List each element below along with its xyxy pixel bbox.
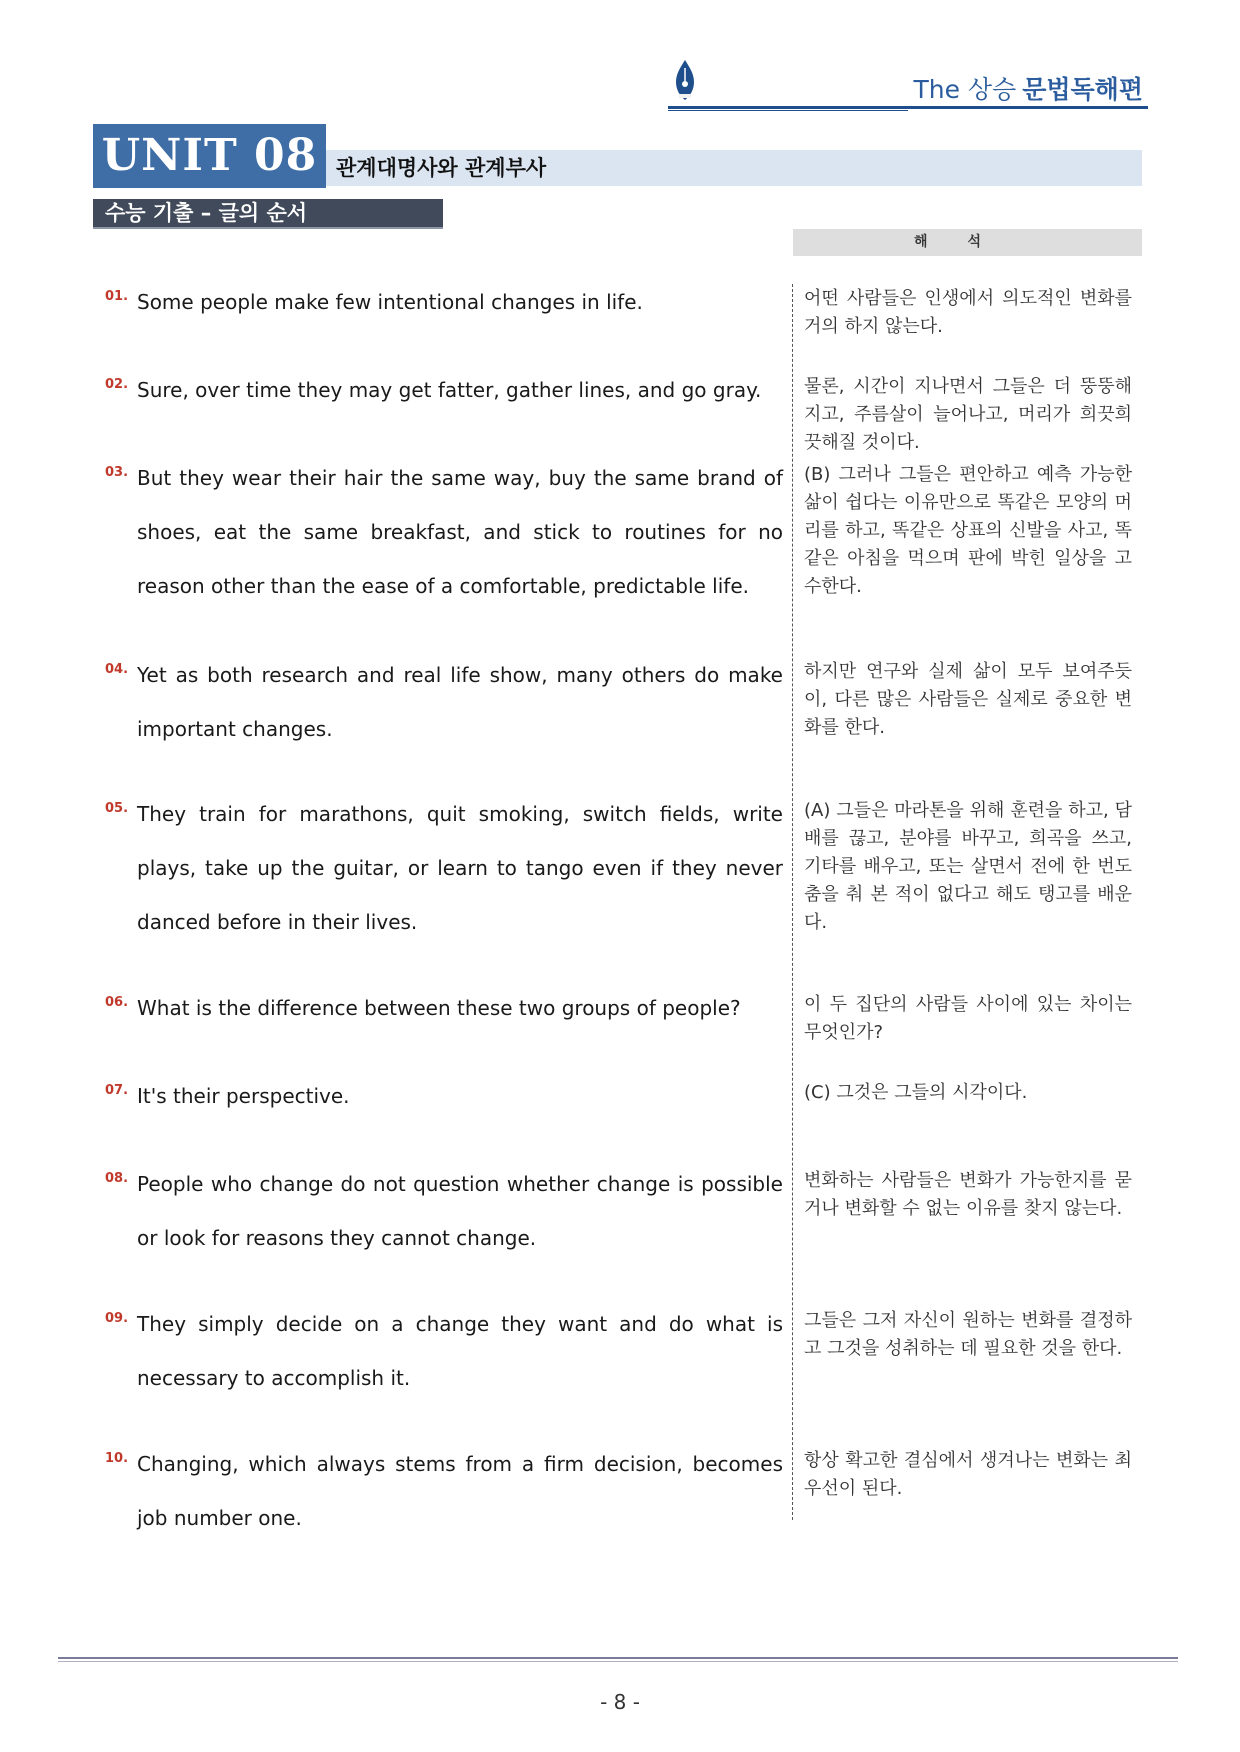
english-sentence: Changing, which always stems from a firm decision, becomes job number one. [137,1452,783,1530]
column-divider [792,284,793,1520]
english-sentence: Sure, over time they may get fatter, gather lines, and go gray. [137,378,762,402]
header-rule-thin [668,110,908,111]
english-sentence: It's their perspective. [137,1084,350,1108]
english-sentence: Some people make few intentional changes in life. [137,290,643,314]
sentence-number: 04. [105,662,129,677]
sentence-number: 06. [105,995,129,1010]
sentence-number: 08. [105,1171,129,1186]
sentence-number: 09. [105,1311,129,1326]
footer-rule-thin [58,1661,1178,1662]
section-heading: 수능 기출 – 글의 순서 [93,199,443,227]
sentence-number: 01. [105,289,129,304]
fountain-pen-nib-icon [670,58,700,104]
sentence-number: 02. [105,377,129,392]
korean-translation: 어떤 사람들은 인생에서 의도적인 변화를 거의 하지 않는다. [804,288,1132,337]
korean-translation: 항상 확고한 결심에서 생겨나는 변화는 최우선이 된다. [804,1450,1132,1499]
english-sentence: What is the difference between these two groups of people? [137,996,741,1020]
korean-translation: 물론, 시간이 지나면서 그들은 더 뚱뚱해지고, 주름살이 늘어나고, 머리가 희끗희끗해질 것이다. [804,376,1132,453]
unit-label: UNIT 08 [93,124,326,188]
english-sentence: Yet as both research and real life show, many others do make important changes. [137,663,783,741]
korean-translation: 그들은 그저 자신이 원하는 변화를 결정하고 그것을 성취하는 데 필요한 것을 한다. [804,1310,1132,1359]
footer-rule [58,1657,1178,1659]
english-sentence: But they wear their hair the same way, buy the same brand of shoes, eat the same breakfast, and stick to routines for no reason other than the ease of a comfortable, predictable life. [137,466,783,598]
korean-translation: (C) 그것은 그들의 시각이다. [804,1082,1028,1103]
korean-translation: (B) 그러나 그들은 편안하고 예측 가능한 삶이 쉽다는 이유만으로 똑같은 모양의 머리를 하고, 똑같은 상표의 신발을 사고, 똑같은 아침을 먹으며 판에 박힌 일상을 고수한다. [804,464,1132,597]
book-title-prefix: The 상승 [913,75,1017,104]
book-title [913,70,1143,106]
book-title-bold: 문법독해편 [1022,75,1143,104]
english-sentence: They simply decide on a change they want and do what is necessary to accomplish it. [137,1312,783,1390]
translation-column-header: 해석 [793,229,1142,256]
section-underline [93,227,443,229]
english-sentence: People who change do not question whether change is possible or look for reasons they cannot change. [137,1172,783,1250]
sentence-number: 03. [105,465,129,480]
english-sentence: They train for marathons, quit smoking, switch fields, write plays, take up the guitar, or learn to tango even if they never danced before in their lives. [137,802,783,934]
sentence-number: 10. [105,1451,129,1466]
unit-subtitle: 관계대명사와 관계부사 [336,156,547,180]
korean-translation: 하지만 연구와 실제 삶이 모두 보여주듯이, 다른 많은 사람들은 실제로 중요한 변화를 한다. [804,661,1132,738]
sentence-number: 05. [105,801,129,816]
page-number: - 8 - [600,1690,640,1714]
sentence-number: 07. [105,1083,129,1098]
korean-translation: 이 두 집단의 사람들 사이에 있는 차이는 무엇인가? [804,994,1132,1043]
korean-translation: 변화하는 사람들은 변화가 가능한지를 묻거나 변화할 수 없는 이유를 찾지 않는다. [804,1170,1132,1219]
header-rule [668,106,1148,109]
korean-translation: (A) 그들은 마라톤을 위해 훈련을 하고, 담배를 끊고, 분야를 바꾸고, 희곡을 쓰고, 기타를 배우고, 또는 살면서 전에 한 번도 춤을 춰 본 적이 없다고 해도 탱고를 배운다. [804,800,1132,933]
